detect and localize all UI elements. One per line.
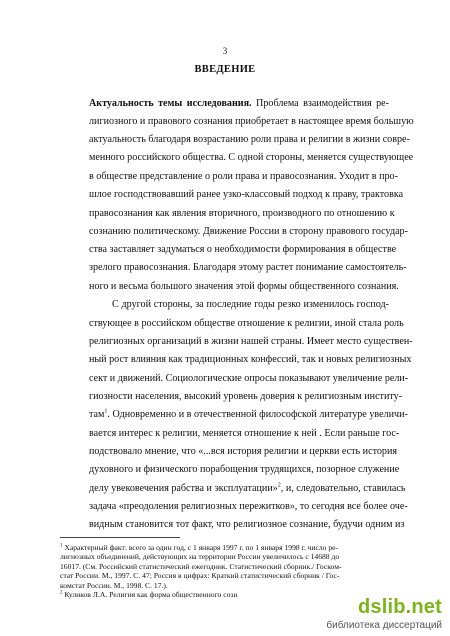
text-line: менного российского общества. С одной стороны, меняется существующее bbox=[89, 152, 414, 163]
text-line: делу увековечения рабства и эксплуатации»$^2$, и, следовательно, ставилась bbox=[89, 482, 406, 494]
section-lead: Актуальность темы исследования. bbox=[89, 98, 252, 109]
text-line: видным становится тот факт, что религиозное сознание, будучи одним из bbox=[89, 519, 405, 530]
text-line: гиозности населения, высокий уровень доверия к религиозным институ- bbox=[89, 391, 403, 402]
footnote-line: 16017. (См. Российский статистический ежегодник. Статистический сборник./ Госком- bbox=[60, 562, 342, 571]
footnote-divider bbox=[60, 537, 180, 538]
text-line: С другой стороны, за последние годы резко изменилось господ- bbox=[112, 299, 389, 310]
text-line: вается интерес к религии, меняется отношение к ней . Если раньше гос- bbox=[89, 428, 400, 439]
text-line: ства заставляет задуматься о необходимости формирования в обществе bbox=[89, 244, 397, 255]
text-line: правосознания как явления вторичного, производного по отношению к bbox=[89, 208, 395, 219]
text-line: Актуальность темы исследования. Проблема взаимодействия ре- bbox=[89, 98, 389, 109]
footnote-ref[interactable]: 2 bbox=[277, 482, 281, 489]
footnote-line: стат России. М., 1997. С. 47; Россия в цифрах: Краткий статистический сборник / Гос- bbox=[60, 571, 340, 580]
text-line: задача «преодоления религиозных пережитков», то сегодня все более оче- bbox=[89, 501, 408, 512]
text-line: ный рост влияния как традиционных конфессий, так и новых религиозных bbox=[89, 354, 412, 365]
footnote: $^1$ Характерный факт: всего за один год, с 1 января 1997 г. по 1 января 1998 г. число ре- bbox=[60, 543, 339, 552]
site-watermark[interactable] bbox=[314, 596, 444, 634]
page-number: 3 bbox=[222, 46, 228, 56]
footnote-line: комстат России. М., 1998. С. 17.). bbox=[60, 581, 168, 590]
page-heading: ВВЕДЕНИЕ bbox=[194, 64, 256, 75]
text-line: зрелого правосознания. Благодаря этому растет понимание самостоятель- bbox=[89, 262, 407, 273]
watermark-subtitle: библиотека диссертаций bbox=[326, 620, 442, 631]
text-line: там$^1$. Одновременно и в отечественной философской литературе увеличи- bbox=[89, 408, 408, 420]
text-line: сознанию политическому. Движение России в сторону правового государ- bbox=[89, 226, 408, 237]
text-line: лигиозного и правового сознания приобретает в настоящее время большую bbox=[89, 116, 414, 127]
text-line: ствующее в российском обществе отношение к религии, иной стала роль bbox=[89, 318, 404, 329]
text-line: ного и весьма большого значения этой формы общественного сознания. bbox=[89, 281, 399, 292]
text-line: в обществе представление о роли права и правосознания. Уходит в про- bbox=[89, 171, 398, 182]
watermark-logo: dslib.net bbox=[357, 596, 442, 618]
text-line: подствовало мнение, что «...вся история религии и церкви есть история bbox=[89, 446, 397, 457]
text-line: религиозных организаций в жизни нашей страны. Имеет место существен- bbox=[89, 336, 413, 347]
footnote-line: лигиозных объединений, действующих на территории России увеличилось с 14688 до bbox=[60, 552, 340, 561]
text-line: шлое господствовавший ранее узко-классовый подход к праву, трактовка bbox=[89, 189, 404, 200]
text-line: сект и движений. Социологические опросы показывают увеличение рели- bbox=[89, 373, 409, 384]
text-line: духовного и физического порабощения трудящихся, позорное служение bbox=[89, 464, 400, 475]
footnote: $^2$ Куликов Л.А. Религия как форма общественного созн bbox=[60, 590, 238, 599]
text-line: актуальность благодаря возрастанию роли права и религии в жизни совре- bbox=[89, 134, 410, 145]
footnote-ref[interactable]: 1 bbox=[104, 408, 108, 415]
